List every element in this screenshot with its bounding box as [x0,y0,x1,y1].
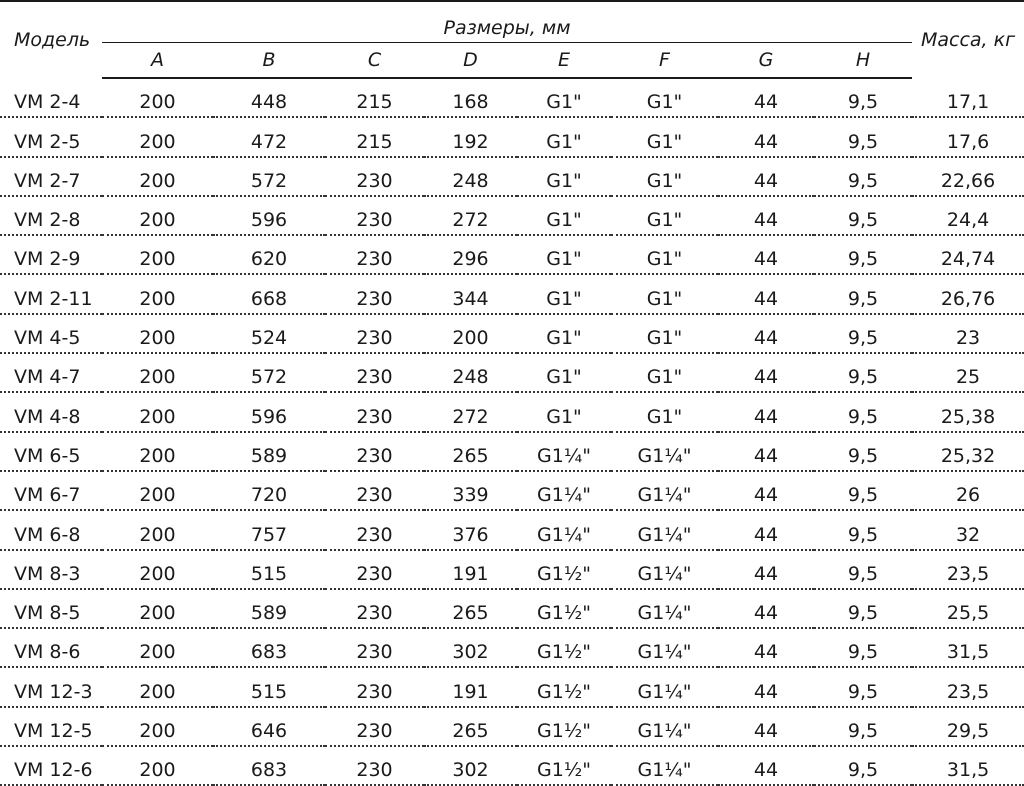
cell-a: 200 [102,157,213,196]
cell-d: 265 [424,432,517,471]
table-row [0,274,1024,313]
dimension-header-c: C [325,43,424,79]
cell-f: G1¼" [611,746,718,785]
cell-h: 9,5 [814,746,912,785]
cell-b: 572 [213,157,325,196]
cell-c: 230 [325,550,424,589]
cell-a: 200 [102,274,213,313]
cell-a: 200 [102,78,213,117]
cell-f: G1" [611,117,718,156]
cell-a: 200 [102,510,213,549]
cell-f: G1" [611,274,718,313]
cell-d: 200 [424,314,517,353]
cell-b: 596 [213,392,325,431]
cell-g: 44 [718,235,814,274]
cell-model: VM 4-8 [0,392,102,431]
cell-g: 44 [718,432,814,471]
cell-c: 215 [325,78,424,117]
cell-d: 339 [424,471,517,510]
cell-c: 230 [325,274,424,313]
cell-h: 9,5 [814,196,912,235]
table-row [0,589,1024,628]
cell-d: 272 [424,392,517,431]
cell-c: 230 [325,589,424,628]
cell-b: 683 [213,628,325,667]
cell-b: 620 [213,235,325,274]
cell-g: 44 [718,196,814,235]
table-row [0,392,1024,431]
cell-f: G1¼" [611,707,718,746]
cell-d: 192 [424,117,517,156]
cell-model: VM 12-3 [0,667,102,706]
cell-g: 44 [718,157,814,196]
dimension-header-b: B [213,43,325,79]
cell-f: G1¼" [611,471,718,510]
cell-f: G1¼" [611,432,718,471]
table-row [0,353,1024,392]
table-body [0,78,1024,785]
cell-h: 9,5 [814,471,912,510]
cell-mass: 22,66 [912,157,1024,196]
cell-f: G1¼" [611,510,718,549]
cell-d: 265 [424,707,517,746]
cell-model: VM 12-6 [0,746,102,785]
cell-f: G1" [611,392,718,431]
dimension-header-d: D [424,43,517,79]
cell-g: 44 [718,353,814,392]
cell-a: 200 [102,117,213,156]
cell-h: 9,5 [814,667,912,706]
cell-g: 44 [718,746,814,785]
cell-e: G1½" [517,550,611,589]
cell-model: VM 2-4 [0,78,102,117]
cell-d: 296 [424,235,517,274]
cell-b: 596 [213,196,325,235]
cell-g: 44 [718,392,814,431]
cell-b: 515 [213,667,325,706]
cell-e: G1¼" [517,471,611,510]
cell-mass: 32 [912,510,1024,549]
cell-mass: 25,38 [912,392,1024,431]
cell-b: 524 [213,314,325,353]
cell-f: G1" [611,314,718,353]
cell-a: 200 [102,432,213,471]
cell-g: 44 [718,314,814,353]
table-row [0,157,1024,196]
table-row [0,746,1024,785]
cell-e: G1" [517,314,611,353]
cell-mass: 23,5 [912,550,1024,589]
cell-h: 9,5 [814,353,912,392]
cell-a: 200 [102,746,213,785]
cell-mass: 23,5 [912,667,1024,706]
cell-d: 376 [424,510,517,549]
cell-model: VM 2-8 [0,196,102,235]
cell-e: G1" [517,353,611,392]
cell-c: 215 [325,117,424,156]
cell-h: 9,5 [814,510,912,549]
cell-model: VM 2-11 [0,274,102,313]
cell-mass: 25 [912,353,1024,392]
cell-h: 9,5 [814,707,912,746]
cell-a: 200 [102,196,213,235]
cell-b: 720 [213,471,325,510]
cell-h: 9,5 [814,392,912,431]
table-row [0,314,1024,353]
cell-h: 9,5 [814,550,912,589]
model-column-header: Модель [0,1,102,78]
cell-c: 230 [325,707,424,746]
table-row [0,117,1024,156]
cell-model: VM 12-5 [0,707,102,746]
cell-model: VM 8-6 [0,628,102,667]
table-row [0,510,1024,549]
cell-e: G1½" [517,667,611,706]
table-row [0,667,1024,706]
cell-d: 302 [424,746,517,785]
cell-mass: 23 [912,314,1024,353]
cell-a: 200 [102,235,213,274]
table-row [0,471,1024,510]
cell-b: 589 [213,589,325,628]
cell-f: G1" [611,157,718,196]
cell-e: G1" [517,78,611,117]
cell-c: 230 [325,432,424,471]
table-header [0,1,1024,78]
cell-f: G1¼" [611,550,718,589]
header-row-dimensions [0,43,1024,79]
cell-a: 200 [102,667,213,706]
cell-b: 668 [213,274,325,313]
cell-h: 9,5 [814,589,912,628]
cell-mass: 31,5 [912,628,1024,667]
cell-model: VM 2-9 [0,235,102,274]
cell-mass: 17,6 [912,117,1024,156]
cell-model: VM 2-5 [0,117,102,156]
mass-column-header: Масса, кг [912,1,1024,78]
table-row [0,235,1024,274]
cell-model: VM 6-5 [0,432,102,471]
cell-g: 44 [718,471,814,510]
cell-h: 9,5 [814,117,912,156]
cell-a: 200 [102,550,213,589]
cell-c: 230 [325,471,424,510]
cell-g: 44 [718,274,814,313]
cell-e: G1" [517,392,611,431]
cell-c: 230 [325,746,424,785]
cell-d: 248 [424,353,517,392]
cell-f: G1" [611,78,718,117]
cell-mass: 25,32 [912,432,1024,471]
cell-f: G1" [611,235,718,274]
cell-b: 646 [213,707,325,746]
cell-mass: 25,5 [912,589,1024,628]
cell-g: 44 [718,117,814,156]
cell-e: G1¼" [517,432,611,471]
cell-f: G1" [611,196,718,235]
cell-d: 248 [424,157,517,196]
cell-c: 230 [325,157,424,196]
cell-d: 302 [424,628,517,667]
cell-a: 200 [102,628,213,667]
cell-mass: 26,76 [912,274,1024,313]
dimension-header-g: G [718,43,814,79]
cell-model: VM 8-3 [0,550,102,589]
cell-mass: 17,1 [912,78,1024,117]
cell-f: G1¼" [611,628,718,667]
cell-a: 200 [102,589,213,628]
cell-mass: 26 [912,471,1024,510]
cell-model: VM 6-8 [0,510,102,549]
dimensions-group-header: Размеры, мм [102,1,912,43]
table-row [0,550,1024,589]
cell-a: 200 [102,471,213,510]
dimension-header-e: E [517,43,611,79]
cell-e: G1" [517,274,611,313]
cell-a: 200 [102,392,213,431]
cell-h: 9,5 [814,157,912,196]
cell-g: 44 [718,78,814,117]
cell-d: 344 [424,274,517,313]
cell-c: 230 [325,667,424,706]
cell-h: 9,5 [814,314,912,353]
cell-g: 44 [718,550,814,589]
cell-model: VM 4-7 [0,353,102,392]
cell-e: G1½" [517,628,611,667]
header-row-top [0,1,1024,43]
cell-b: 448 [213,78,325,117]
cell-c: 230 [325,196,424,235]
cell-model: VM 8-5 [0,589,102,628]
cell-c: 230 [325,510,424,549]
cell-g: 44 [718,628,814,667]
cell-model: VM 4-5 [0,314,102,353]
cell-d: 168 [424,78,517,117]
cell-mass: 29,5 [912,707,1024,746]
dimension-header-f: F [611,43,718,79]
cell-e: G1" [517,117,611,156]
cell-f: G1" [611,353,718,392]
cell-c: 230 [325,353,424,392]
cell-f: G1¼" [611,667,718,706]
table-row [0,628,1024,667]
cell-c: 230 [325,235,424,274]
cell-g: 44 [718,707,814,746]
table-row [0,196,1024,235]
cell-c: 230 [325,392,424,431]
table-row [0,78,1024,117]
cell-model: VM 6-7 [0,471,102,510]
cell-b: 683 [213,746,325,785]
cell-e: G1" [517,196,611,235]
table-row [0,707,1024,746]
cell-e: G1" [517,157,611,196]
cell-model: VM 2-7 [0,157,102,196]
dimension-header-a: A [102,43,213,79]
cell-e: G1¼" [517,510,611,549]
cell-e: G1½" [517,746,611,785]
cell-b: 515 [213,550,325,589]
cell-h: 9,5 [814,274,912,313]
cell-g: 44 [718,589,814,628]
cell-mass: 24,4 [912,196,1024,235]
cell-e: G1" [517,235,611,274]
cell-b: 589 [213,432,325,471]
cell-h: 9,5 [814,235,912,274]
cell-mass: 31,5 [912,746,1024,785]
cell-b: 572 [213,353,325,392]
cell-e: G1½" [517,707,611,746]
cell-b: 757 [213,510,325,549]
cell-d: 272 [424,196,517,235]
cell-c: 230 [325,628,424,667]
cell-h: 9,5 [814,78,912,117]
cell-g: 44 [718,510,814,549]
table-row [0,432,1024,471]
cell-b: 472 [213,117,325,156]
cell-d: 191 [424,667,517,706]
cell-c: 230 [325,314,424,353]
cell-f: G1¼" [611,589,718,628]
cell-mass: 24,74 [912,235,1024,274]
cell-a: 200 [102,353,213,392]
dimension-header-h: H [814,43,912,79]
cell-e: G1½" [517,589,611,628]
cell-a: 200 [102,707,213,746]
cell-a: 200 [102,314,213,353]
cell-h: 9,5 [814,628,912,667]
cell-h: 9,5 [814,432,912,471]
cell-d: 191 [424,550,517,589]
cell-d: 265 [424,589,517,628]
cell-g: 44 [718,667,814,706]
